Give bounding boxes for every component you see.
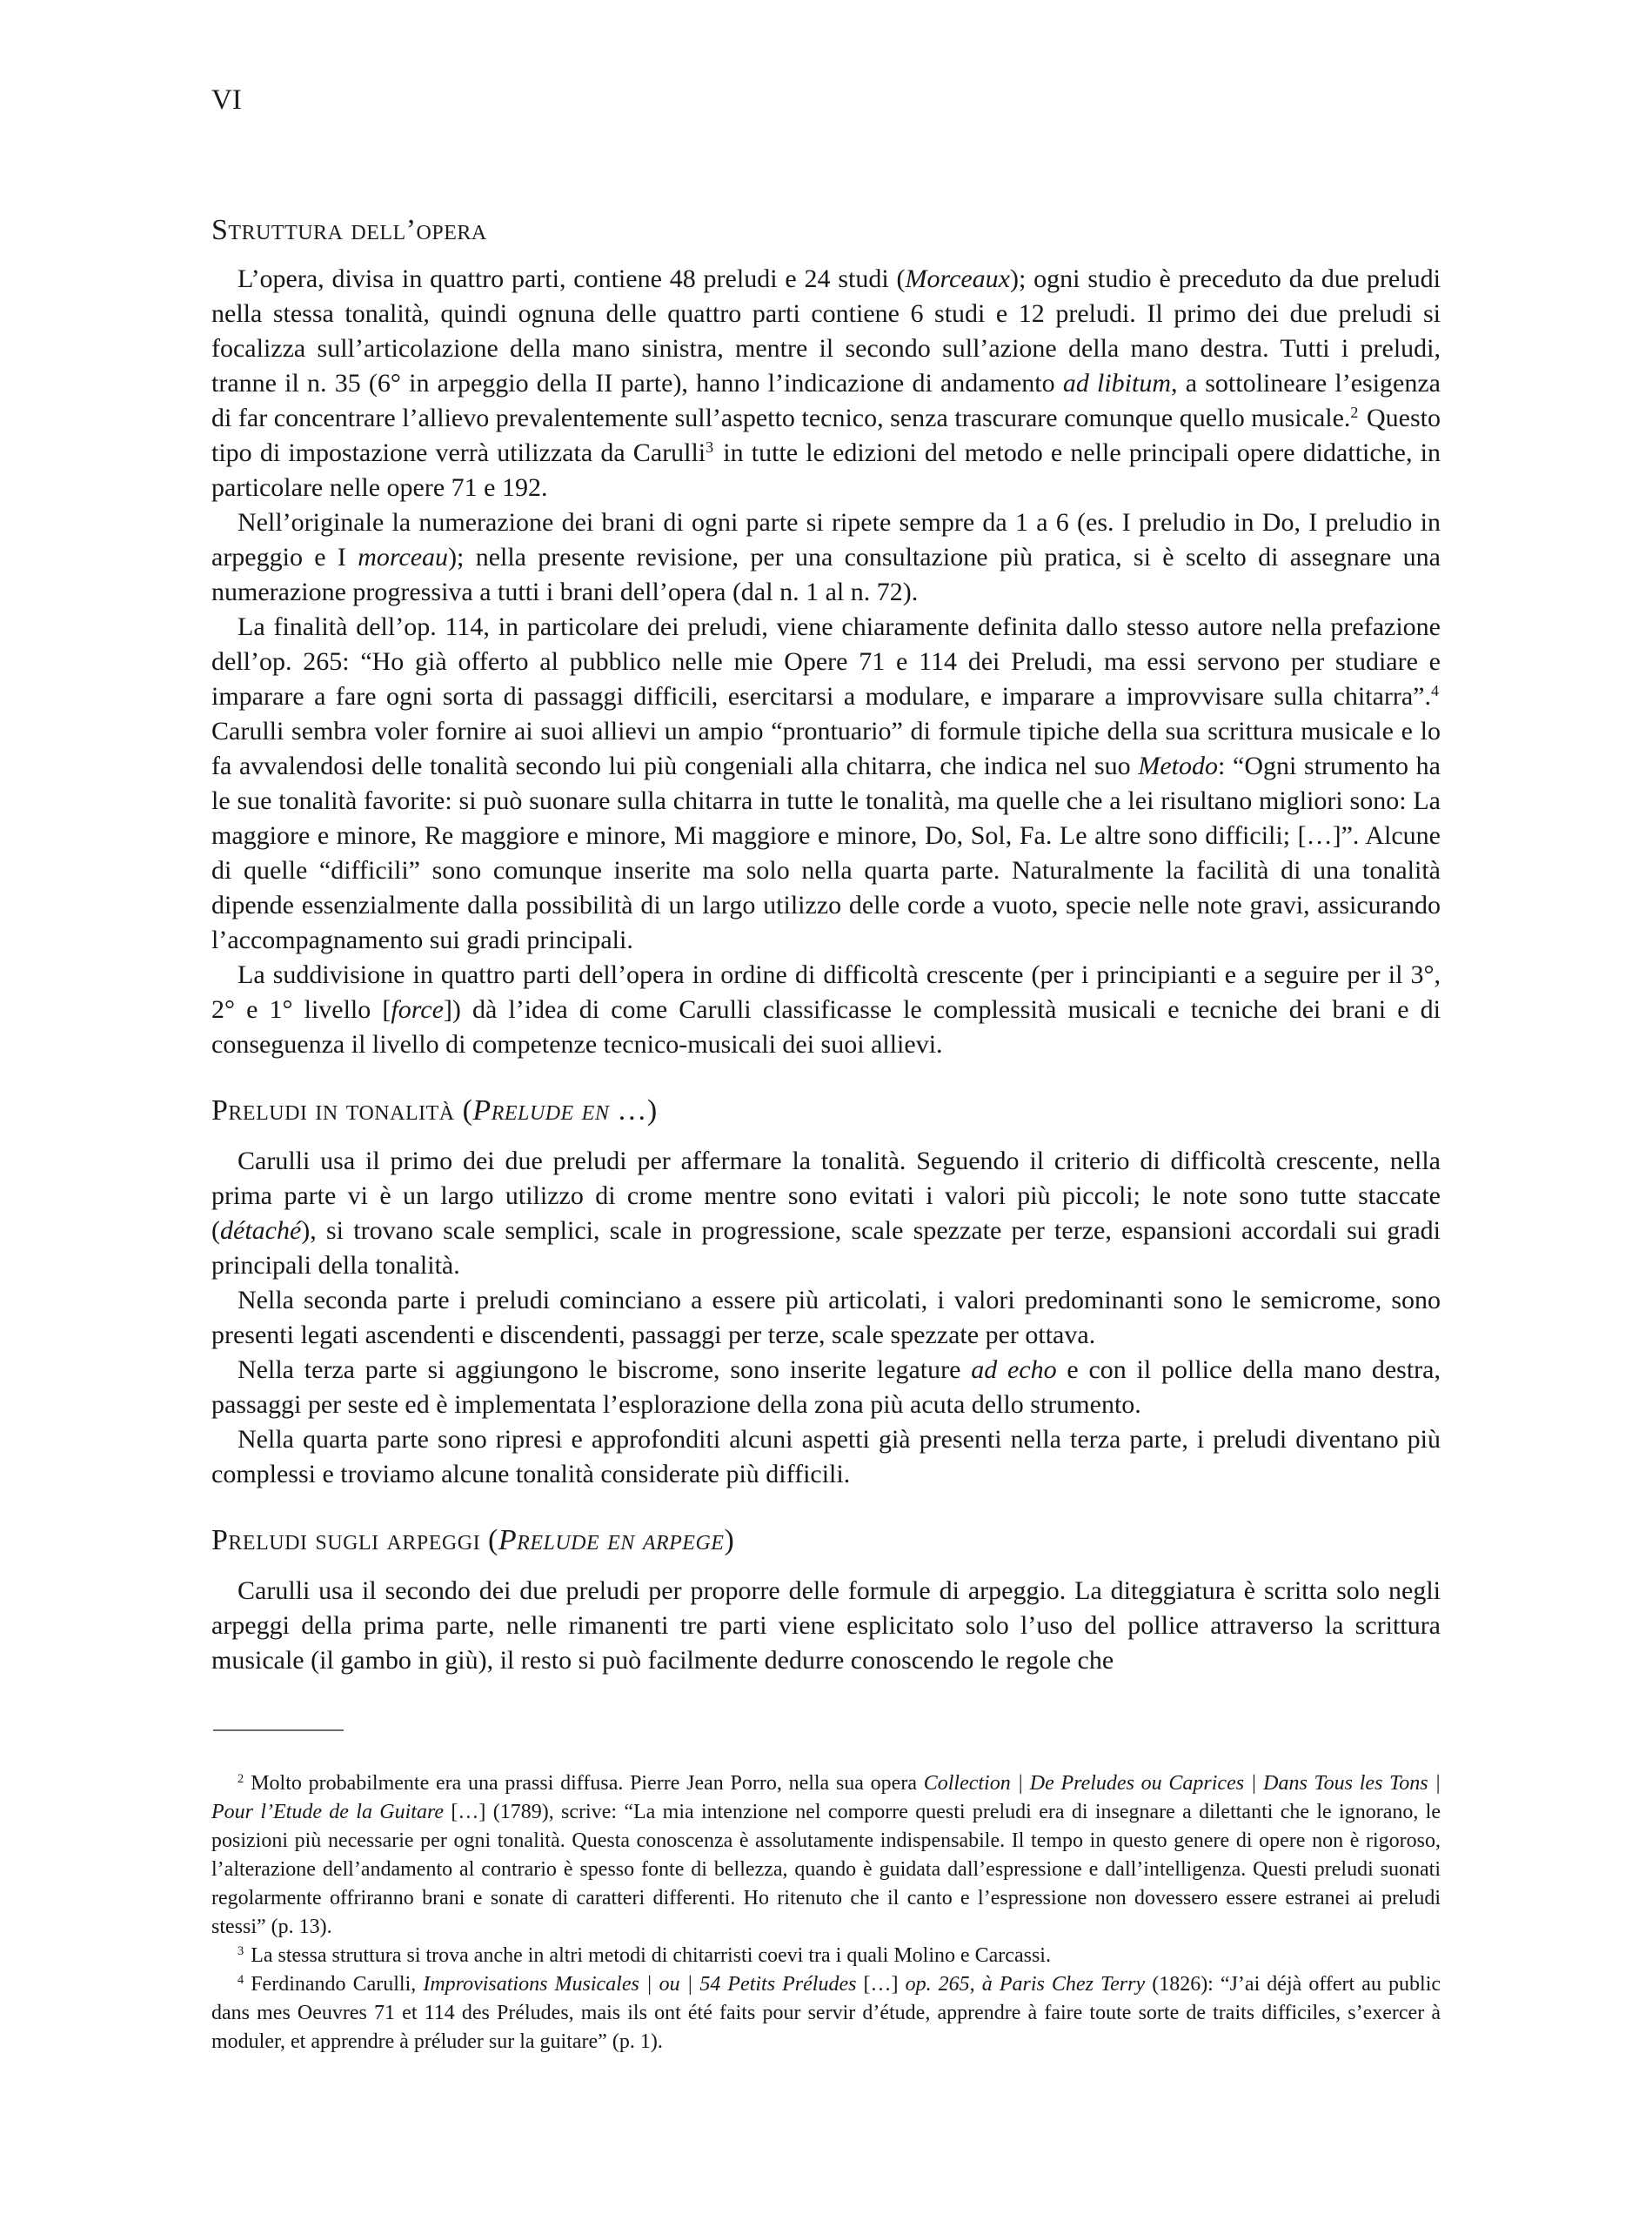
footnote-2: $^2$ Molto probabilmente era una prassi diffusa. Pierre Jean Porro, nella sua opera Collection | De Preludes ou Caprices | Dans Tous les Tons | Pour l’Etude de la Guitare […] (1789), scrive: “La mia intenzione nel comporre questi preludi era di insegnare a dilettanti che le ignorano, le posizioni più necessarie per ogni tonalità. Questa conoscenza è assolutamente indispensabile. Il tempo in questo genere di opere non è rigoroso, l’alterazione dell’andamento al contrario è spesso fonte di bellezza, quando è guidata dall’espressione e dall’intelligenza. Questi preludi suonati regolarmente offriranno brani e sonate di caratteri differenti. Ho ritenuto che il canto e l’espressione non dovessero essere estranei ai preludi stessi” (p. 13). — [211, 1772, 1441, 1938]
section-heading-preludi-sugli-arpeggi: Preludi sugli arpeggi (Prelude en arpege) — [211, 1524, 735, 1556]
footnote-block — [211, 1729, 1441, 2056]
page-number: VI — [211, 84, 242, 116]
paragraph-4: La suddivisione in quattro parti dell’opera in ordine di difficoltà crescente (per i principianti e a seguire per il 3°, 2° e 1° livello [force]) dà l’idea di come Carulli classificasse le complessità musicali e tecniche dei brani e di conseguenza il livello di competenze tecnico-musicali dei suoi allievi. — [211, 960, 1441, 1059]
footnote-separator-rule — [213, 1729, 344, 1731]
paragraph-1: L’opera, divisa in quattro parti, contiene 48 preludi e 24 studi (Morceaux); ogni studio è preceduto da due preludi nella stessa tonalità, quindi ognuna delle quattro parti contiene 6 studi e 12 preludi. Il primo dei due preludi si focalizza sull’articolazione della mano sinistra, mentre il secondo sull’azione della mano destra. Tutti i preludi, tranne il n. 35 (6° in arpeggio della II parte), hanno l’indicazione di andamento ad libitum, a sottolineare l’esigenza di far concentrare l’allievo prevalentemente sull’aspetto tecnico, senza trascurare comunque quello musicale.$^2$ Questo tipo di impostazione verrà utilizzata da Carulli$^3$ in tutte le edizioni del metodo e nelle principali opere didattiche, in particolare nelle opere 71 e 192. — [211, 264, 1441, 502]
footnote-3: $^3$ La stessa struttura si trova anche in altri metodi di chitarristi coevi tra i quali Molino e Carcassi. — [237, 1944, 1051, 1967]
paragraph-3: La finalità dell’op. 114, in particolare dei preludi, viene chiaramente definita dallo stesso autore nella prefazione dell’op. 265: “Ho già offerto al pubblico nelle mie Opere 71 e 114 dei Preludi, ma essi servono per studiare e imparare a fare ogni sorta di passaggi difficili, esercitarsi a modulare, e imparare a improvvisare sulla chitarra”.$^4$ Carulli sembra voler fornire ai suoi allievi un ampio “prontuario” di formule tipiche della sua scrittura musicale e lo fa avvalendosi delle tonalità secondo lui più congeniali alla chitarra, che indica nel suo Metodo: “Ogni strumento ha le sue tonalità favorite: si può suonare sulla chitarra in tutte le tonalità, ma quelle che a lei risultano migliori sono: La maggiore e minore, Re maggiore e minore, Mi maggiore e minore, Do, Sol, Fa. Le altre sono difficili; […]”. Alcune di quelle “difficili” sono comunque inserite ma solo nella quarta parte. Naturalmente la facilità di una tonalità dipende essenzialmente dalla possibilità di un largo utilizzo delle corde a vuoto, specie nelle note gravi, assicurando l’accompagnamento sui gradi principali. — [211, 612, 1441, 954]
section-heading-struttura-dellopera: Struttura dell’opera — [211, 214, 487, 246]
paragraph-8: Nella quarta parte sono ripresi e approfonditi alcuni aspetti già presenti nella terza parte, i preludi diventano più complessi e troviamo alcune tonalità considerate più difficili. — [211, 1425, 1441, 1488]
section-heading-preludi-in-tonalita: Preludi in tonalità (Prelude en …) — [211, 1094, 658, 1127]
paragraph-2: Nell’originale la numerazione dei brani di ogni parte si ripete sempre da 1 a 6 (es. I preludio in Do, I preludio in arpeggio e I morceau); nella presente revisione, per una consultazione più pratica, si è scelto di assegnare una numerazione progressiva a tutti i brani dell’opera (dal n. 1 al n. 72). — [211, 508, 1441, 606]
text-block — [211, 0, 1441, 2053]
paragraph-6: Nella seconda parte i preludi cominciano a essere più articolati, i valori predominanti sono le semicrome, sono presenti legati ascendenti e discendenti, passaggi per terze, scale spezzate per ottava. — [211, 1286, 1441, 1349]
footnote-4: $^4$ Ferdinando Carulli, Improvisations Musicales | ou | 54 Petits Préludes […] op. 265, à Paris Chez Terry (1826): “J’ai déjà offert au public dans mes Oeuvres 71 et 114 des Préludes, mais ils ont été faits pour servir d’étude, apprendre à faire toute sorte de traits difficiles, s’exercer à moduler, et apprendre à préluder sur la guitare” (p. 1). — [211, 1973, 1441, 2053]
paragraph-9: Carulli usa il secondo dei due preludi per proporre delle formule di arpeggio. La diteggiatura è scritta solo negli arpeggi della prima parte, nelle rimanenti tre parti viene esplicitato solo l’uso del pollice attraverso la scrittura musicale (il gambo in giù), il resto si può facilmente dedurre conoscendo le regole che — [211, 1576, 1441, 1675]
paragraph-5: Carulli usa il primo dei due preludi per affermare la tonalità. Seguendo il criterio di difficoltà crescente, nella prima parte vi è un largo utilizzo di crome mentre sono evitati i valori più piccoli; le note sono tutte staccate (détaché), si trovano scale semplici, scale in progressione, scale spezzate per terze, espansioni accordali sui gradi principali della tonalità. — [211, 1147, 1441, 1280]
paragraph-7: Nella terza parte si aggiungono le biscrome, sono inserite legature ad echo e con il pollice della mano destra, passaggi per seste ed è implementata l’esplorazione della zona più acuta dello strumento. — [211, 1355, 1441, 1419]
